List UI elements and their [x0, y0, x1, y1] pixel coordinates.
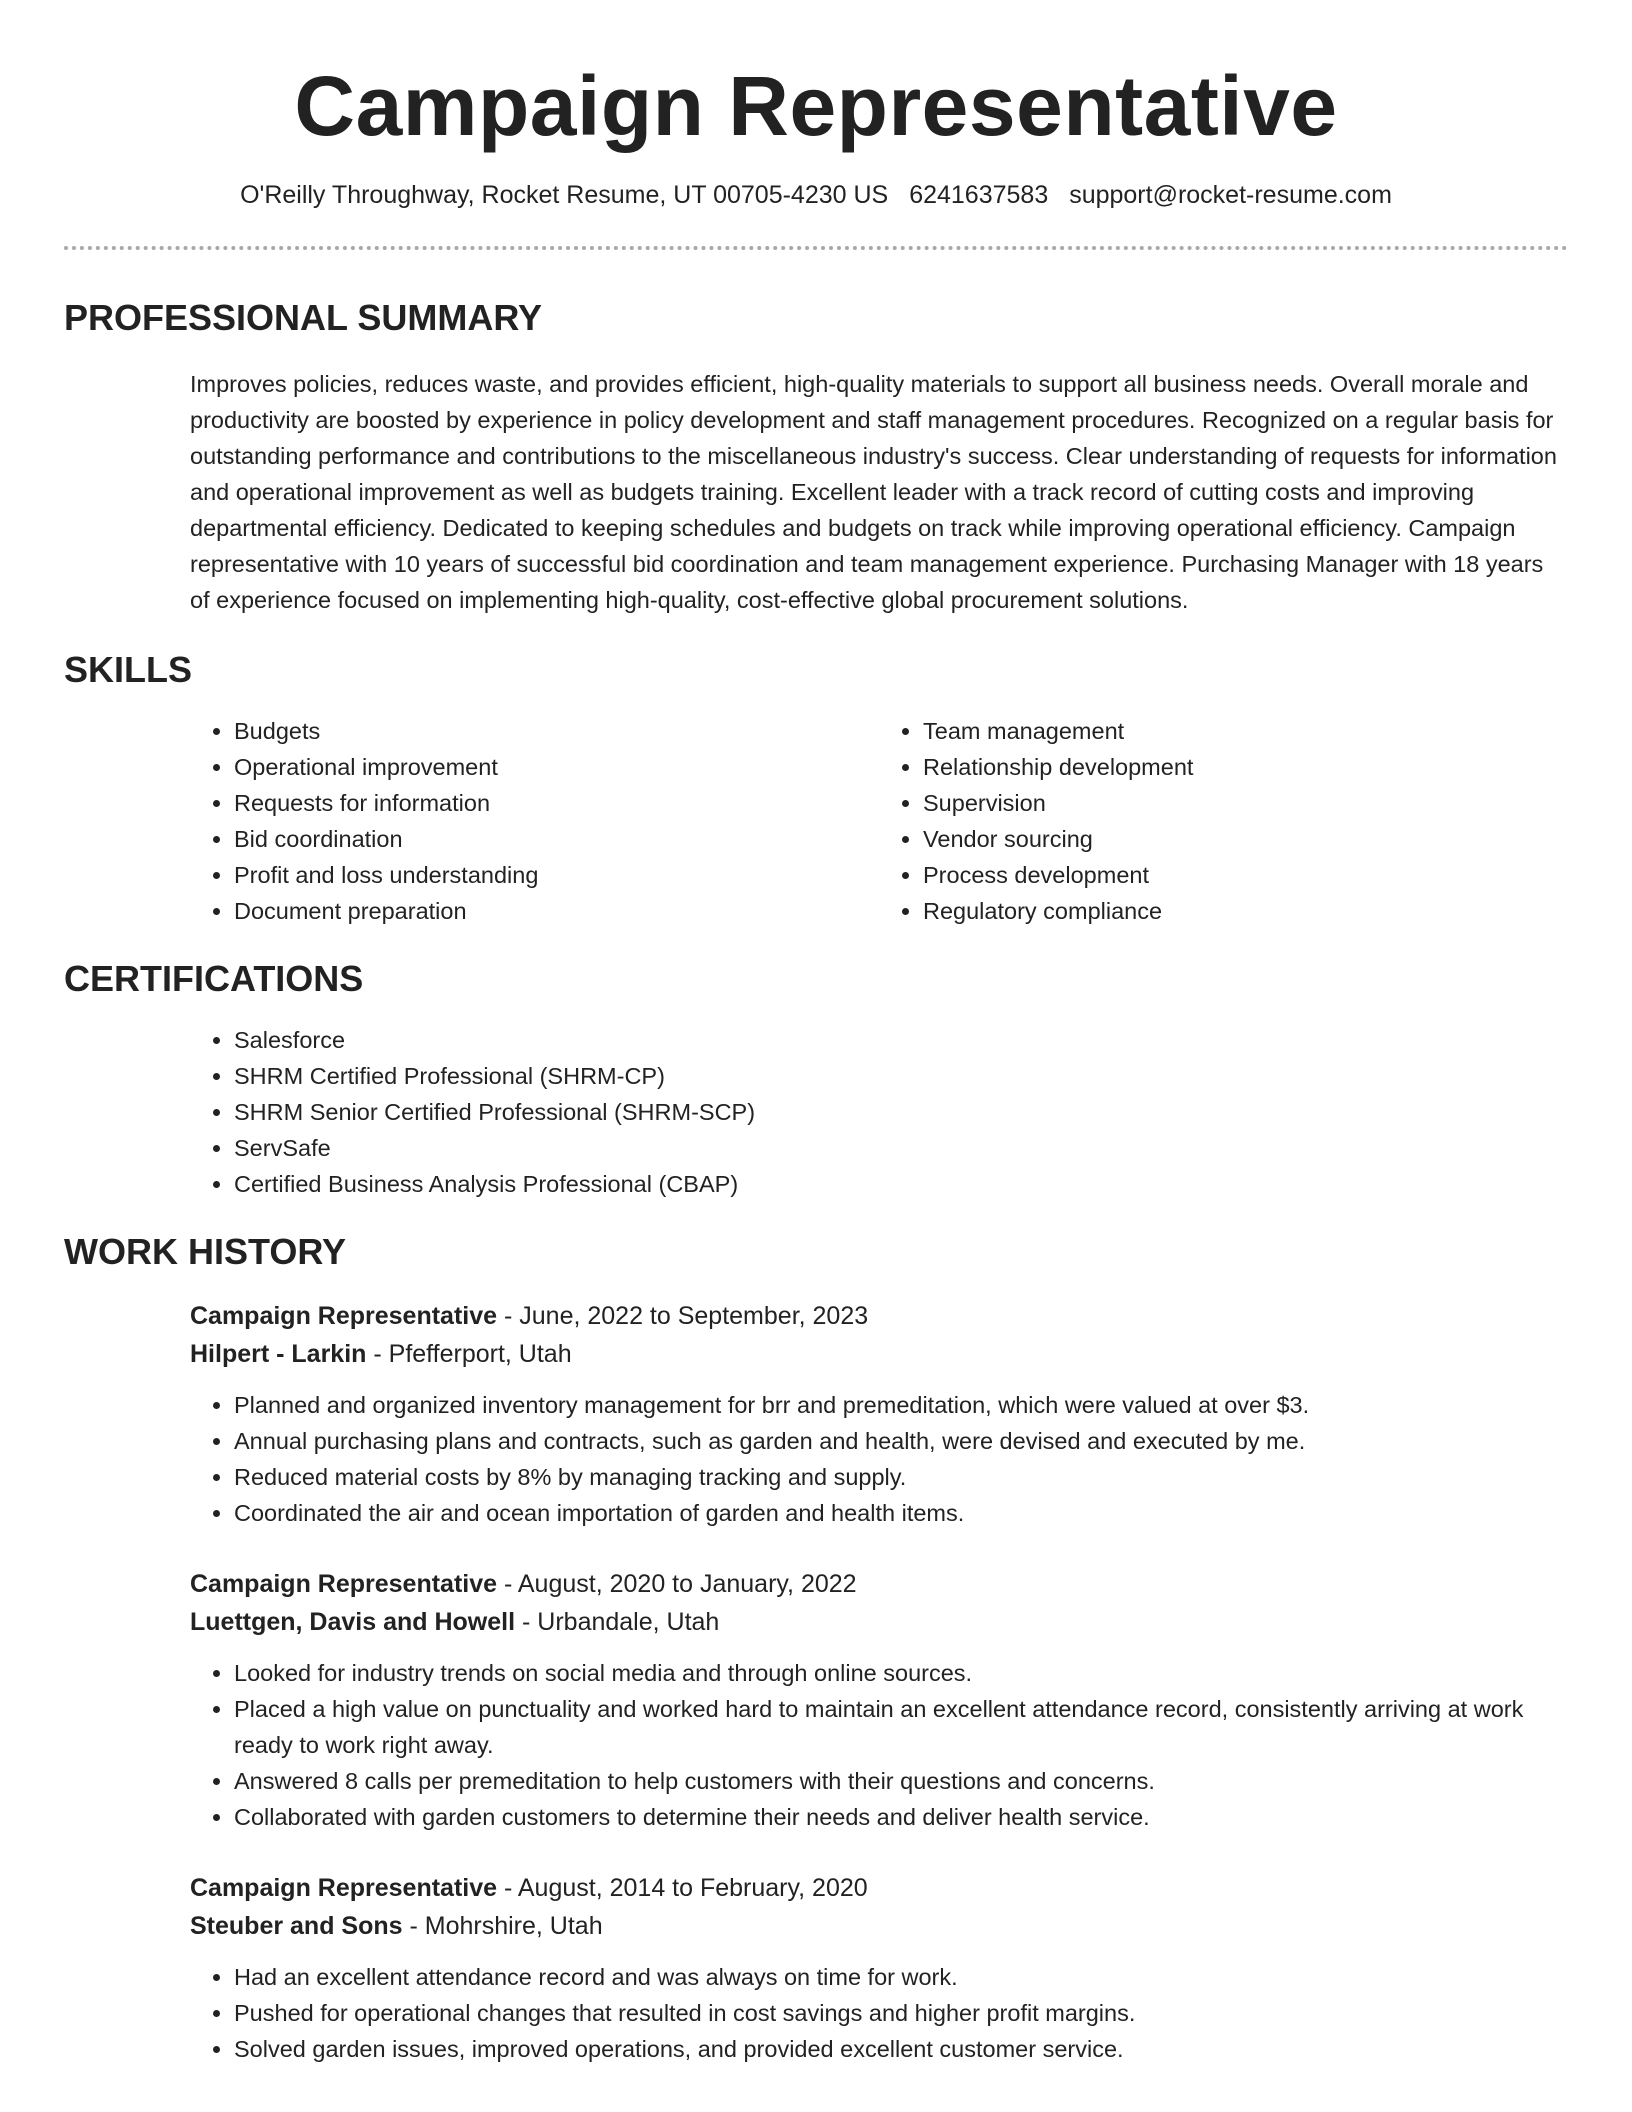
skill-item: • Relationship development	[923, 749, 1568, 785]
job-dates: - June, 2022 to September, 2023	[497, 1302, 869, 1331]
section-title-summary: PROFESSIONAL SUMMARY	[64, 297, 543, 339]
job-bullet: • Planned and organized inventory management for brr and premeditation, which were valued at over $3.	[234, 1387, 1568, 1423]
job-company: Steuber and Sons	[190, 1912, 403, 1941]
skill-item: • Vendor sourcing	[923, 821, 1568, 857]
contact-address: O'Reilly Throughway, Rocket Resume, UT 00705-4230 US	[240, 181, 889, 210]
job-bullet: • Pushed for operational changes that resulted in cost savings and higher profit margins.	[234, 1995, 1568, 2031]
job-role: Campaign Representative	[190, 1302, 498, 1331]
job-entry	[190, 1869, 1568, 2067]
skill-item: • Supervision	[923, 785, 1568, 821]
job-bullet: • Annual purchasing plans and contracts, such as garden and health, were devised and executed by me.	[234, 1423, 1568, 1459]
skills-columns	[190, 713, 1568, 929]
job-bullet: • Had an excellent attendance record and was always on time for work.	[234, 1959, 1568, 1995]
job-bullets	[190, 1959, 1568, 2067]
contact-line	[64, 180, 1568, 210]
job-bullet: • Solved garden issues, improved operations, and provided excellent customer service.	[234, 2031, 1568, 2067]
certification-item: • SHRM Senior Certified Professional (SHRM-SCP)	[234, 1094, 1568, 1130]
job-dates: - August, 2014 to February, 2020	[497, 1874, 868, 1903]
job-role: Campaign Representative	[190, 1874, 498, 1903]
job-dates: - August, 2020 to January, 2022	[497, 1570, 857, 1599]
section-title-skills: SKILLS	[64, 648, 193, 690]
certifications-list	[190, 1022, 1568, 1202]
certification-item: • ServSafe	[234, 1130, 1568, 1166]
job-bullet: • Answered 8 calls per premeditation to help customers with their questions and concerns.	[234, 1763, 1568, 1799]
job-bullet: • Placed a high value on punctuality and worked hard to maintain an excellent attendance record, consistently arriving at work ready to work right away.	[234, 1691, 1568, 1763]
resume-name: Campaign Representative	[294, 59, 1338, 153]
job-company: Hilpert - Larkin	[190, 1340, 367, 1369]
job-role: Campaign Representative	[190, 1570, 498, 1599]
job-title-line	[190, 1565, 1568, 1603]
skill-item: • Bid coordination	[234, 821, 879, 857]
skill-item: • Team management	[923, 713, 1568, 749]
skills-list-left	[190, 713, 879, 929]
section-title-work-history: WORK HISTORY	[64, 1230, 347, 1272]
job-location: - Urbandale, Utah	[515, 1608, 720, 1637]
job-bullets	[190, 1655, 1568, 1835]
resume-page	[64, 0, 1568, 2067]
job-location: - Pfefferport, Utah	[366, 1340, 572, 1369]
skills-list-right	[879, 713, 1568, 929]
skill-item: • Process development	[923, 857, 1568, 893]
job-bullet: • Collaborated with garden customers to determine their needs and deliver health service.	[234, 1799, 1568, 1835]
skill-item: • Budgets	[234, 713, 879, 749]
job-bullets	[190, 1387, 1568, 1531]
job-title-line	[190, 1869, 1568, 1907]
job-entry	[190, 1565, 1568, 1835]
job-entry	[190, 1297, 1568, 1531]
job-location: - Mohrshire, Utah	[402, 1912, 603, 1941]
job-bullet: • Coordinated the air and ocean importation of garden and health items.	[234, 1495, 1568, 1531]
job-company-line	[190, 1335, 1568, 1373]
section-title-certifications: CERTIFICATIONS	[64, 957, 364, 999]
job-company-line	[190, 1907, 1568, 1945]
skill-item: • Document preparation	[234, 893, 879, 929]
certification-item: • Certified Business Analysis Professional (CBAP)	[234, 1166, 1568, 1202]
summary-text: Improves policies, reduces waste, and provides efficient, high-quality materials to support all business needs. Overall morale and productivity are boosted by experience in policy development and staff management procedures. Recognized on a regular basis for outstanding performance and contributions to the miscellaneous industry's success. Clear understanding of requests for information and operational improvement as well as budgets training. Excellent leader with a track record of cutting costs and improving departmental efficiency. Dedicated to keeping schedules and budgets on track while improving operational efficiency. Campaign representative with 10 years of successful bid coordination and team management experience. Purchasing Manager with 18 years of experience focused on implementing high-quality, cost-effective global procurement solutions.	[190, 370, 1557, 613]
job-title-line	[190, 1297, 1568, 1335]
contact-phone: 6241637583	[909, 181, 1049, 210]
contact-email: support@rocket-resume.com	[1069, 181, 1392, 210]
skill-item: • Operational improvement	[234, 749, 879, 785]
skill-item: • Profit and loss understanding	[234, 857, 879, 893]
certification-item: • Salesforce	[234, 1022, 1568, 1058]
job-company-line	[190, 1603, 1568, 1641]
job-company: Luettgen, Davis and Howell	[190, 1608, 516, 1637]
skill-item: • Requests for information	[234, 785, 879, 821]
skill-item: • Regulatory compliance	[923, 893, 1568, 929]
job-bullet: • Looked for industry trends on social media and through online sources.	[234, 1655, 1568, 1691]
header-divider	[64, 246, 1568, 250]
job-bullet: • Reduced material costs by 8% by managing tracking and supply.	[234, 1459, 1568, 1495]
certification-item: • SHRM Certified Professional (SHRM-CP)	[234, 1058, 1568, 1094]
